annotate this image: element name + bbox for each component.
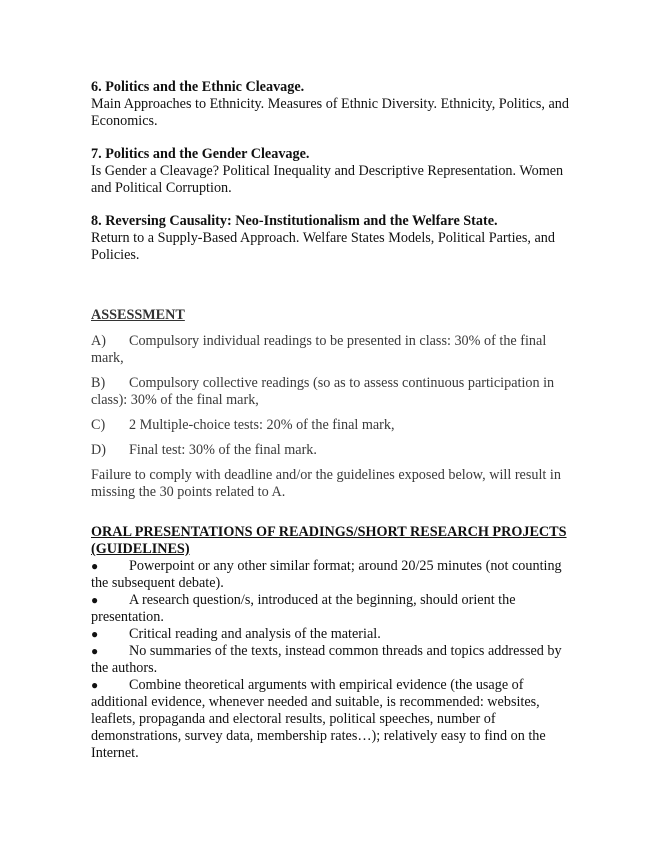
assessment-text: Compulsory individual readings to be presented in class: 30% of the final mark, [91, 333, 547, 366]
bullet-text: Critical reading and analysis of the material. [129, 626, 381, 642]
assessment-letter: B) [91, 375, 106, 391]
assessment-text: 2 Multiple-choice tests: 20% of the final mark, [129, 417, 395, 433]
assessment-letter: D) [91, 442, 106, 458]
assessment-letter: C) [91, 417, 106, 433]
section-description: Main Approaches to Ethnicity. Measures of Ethnic Diversity. Ethnicity, Politics, and Economics. [91, 96, 569, 129]
bullet-icon: ● [91, 644, 99, 658]
section-title: 6. Politics and the Ethnic Cleavage. [91, 79, 305, 95]
section-ethnic-cleavage [91, 79, 569, 130]
section-title: 7. Politics and the Gender Cleavage. [91, 146, 310, 162]
list-item [91, 626, 569, 643]
bullet-icon: ● [91, 678, 99, 692]
oral-presentations-heading: ORAL PRESENTATIONS OF READINGS/SHORT RESEARCH PROJECTS (GUIDELINES) [91, 524, 567, 557]
assessment-letter: A) [91, 333, 106, 349]
section-description: Return to a Supply-Based Approach. Welfare States Models, Political Parties, and Policies. [91, 230, 555, 263]
assessment-text: Final test: 30% of the final mark. [129, 442, 317, 458]
assessment-item [91, 417, 569, 434]
assessment-text: Compulsory collective readings (so as to assess continuous participation in class): 30% of the final mark, [91, 375, 555, 408]
bullet-icon: ● [91, 627, 99, 641]
section-title: 8. Reversing Causality: Neo-Institutionalism and the Welfare State. [91, 213, 498, 229]
section-description: Is Gender a Cleavage? Political Inequality and Descriptive Representation. Women and Political Corruption. [91, 163, 564, 196]
bullet-text: No summaries of the texts, instead common threads and topics addressed by the authors. [91, 643, 562, 676]
assessment-note: Failure to comply with deadline and/or the guidelines exposed below, will result in missing the 30 points related to A. [91, 467, 561, 500]
list-item [91, 677, 569, 762]
document-page [91, 79, 569, 762]
list-item [91, 592, 569, 626]
assessment-item [91, 442, 569, 459]
bullet-text: Combine theoretical arguments with empirical evidence (the usage of additional evidence, whenever needed and suitable, is recommended: websites, leaflets, propaganda and electoral results, political speeches, number of demonstrations, survey data, membership rates…); relatively easy to find on the Internet. [91, 677, 546, 761]
bullet-icon: ● [91, 559, 99, 573]
section-gender-cleavage [91, 146, 569, 197]
list-item [91, 558, 569, 592]
assessment-heading: ASSESSMENT [91, 307, 185, 323]
assessment-item [91, 375, 569, 409]
list-item [91, 643, 569, 677]
bullet-text: A research question/s, introduced at the beginning, should orient the presentation. [91, 592, 516, 625]
bullet-icon: ● [91, 593, 99, 607]
section-reversing-causality [91, 213, 569, 264]
bullet-text: Powerpoint or any other similar format; around 20/25 minutes (not counting the subsequent debate). [91, 558, 562, 591]
assessment-item [91, 333, 569, 367]
